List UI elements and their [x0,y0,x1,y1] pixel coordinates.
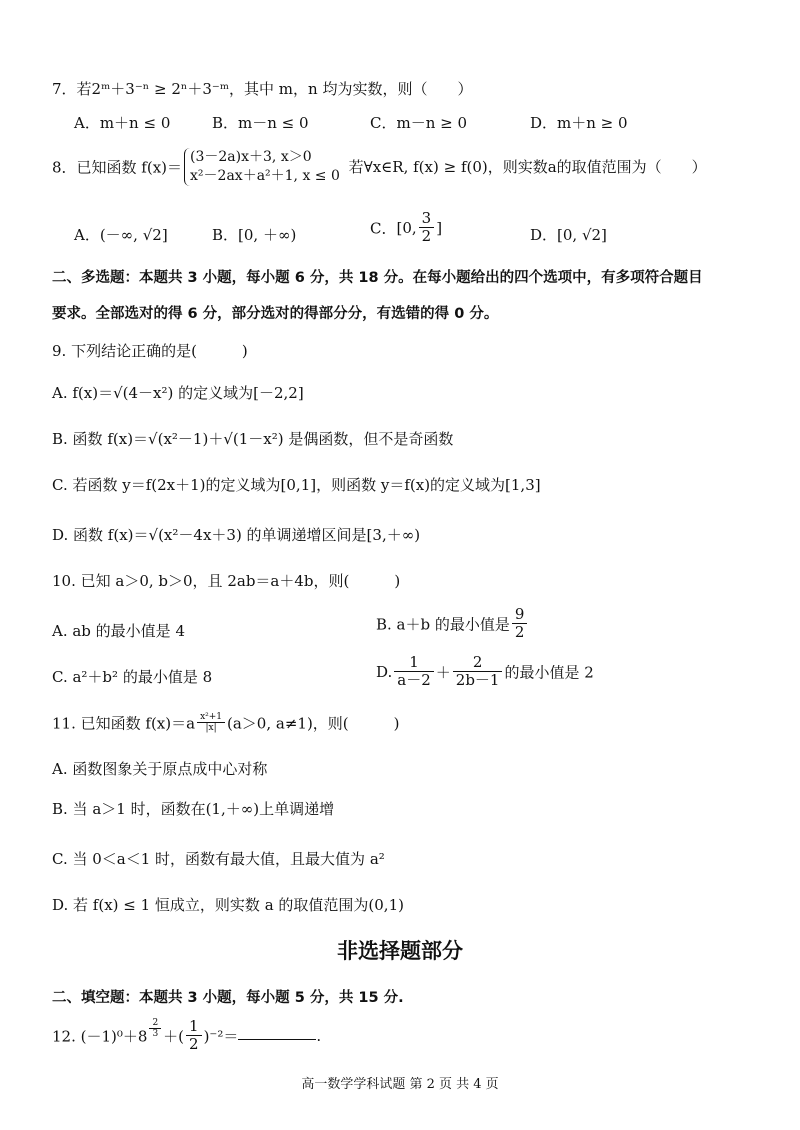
q11-exponent-numerator: x²+1 [197,712,225,723]
q12-exponent-numerator: 2 [149,1018,161,1029]
part-title: 非选择题部分 [337,939,463,963]
q10-option-b-denominator: 2 [514,623,525,642]
question-7-stem: 7．若2ᵐ＋3⁻ⁿ ≥ 2ⁿ＋3⁻ᵐ，其中 m，n 均为实数，则（ ） [52,80,473,98]
q8-option-c-numerator: 3 [419,210,435,228]
section-2-heading-line-2: 要求。全部选对的得 6 分，部分选对的得部分分，有选错的得 0 分。 [52,306,499,322]
q10-option-b [376,606,529,642]
question-8-stem [52,148,707,186]
q7-option-a: A．m＋n ≤ 0 [74,114,171,132]
q10-option-a: A. ab 的最小值是 4 [52,622,185,640]
q8-suffix: 若∀x∈R, f(x) ≥ f(0)，则实数a的取值范围为（ ） [348,158,707,177]
section-2-heading-line-1: 二、多选题：本题共 3 小题，每小题 6 分，共 18 分。在每小题给出的四个选项中，有多项符合题目 [52,270,703,286]
q12-fraction [186,1018,202,1054]
q8-case-1: (3－2a)x＋3, x＞0 [190,149,312,165]
q12-answer-blank[interactable] [238,1025,316,1040]
q8-case-2: x²－2ax＋a²＋1, x ≤ 0 [190,167,340,184]
section-3-heading: 二、填空题：本题共 3 小题，每小题 5 分，共 15 分. [52,990,404,1006]
q7-option-b: B．m－n ≤ 0 [212,114,309,132]
q10-option-b-fraction [512,606,528,642]
q10-option-d [376,654,594,690]
q11-stem-prefix: 11. 已知函数 f(x)＝a [52,714,196,733]
q10-option-d-plus: ＋ [435,663,451,682]
page-footer: 高一数学学科试题 第 2 页 共 4 页 [301,1077,499,1092]
q10-option-d-numerator-2: 2 [453,654,503,672]
q7-option-d: D．m＋n ≥ 0 [530,114,628,132]
q8-option-c-close: ] [436,218,443,237]
q9-option-b: B. 函数 f(x)＝√(x²－1)＋√(1－x²) 是偶函数，但不是奇函数 [52,430,454,448]
question-11-stem [52,712,400,734]
q12-numerator: 1 [186,1018,202,1036]
q12-period: . [316,1026,322,1045]
q12-prefix: 12. (－1)⁰＋8 [52,1027,148,1046]
q10-option-b-numerator: 9 [512,606,528,624]
question-9-stem: 9. 下列结论正确的是( ) [52,342,248,360]
q9-option-c: C. 若函数 y＝f(2x＋1)的定义域为[0,1]，则函数 y＝f(x)的定义域为[1,3] [52,476,541,494]
q12-open-paren: ＋( [163,1027,185,1046]
q10-option-b-text: B. a＋b 的最小值是 [376,615,510,634]
q11-exponent-denominator: |x| [205,723,217,734]
q8-option-b: B．[0, ＋∞) [212,226,297,244]
q8-option-c-denominator: 2 [421,227,432,246]
q8-option-c-label: C． [370,219,397,238]
q11-option-b: B. 当 a＞1 时，函数在(1,＋∞)上单调递增 [52,800,335,818]
question-12 [52,1018,321,1054]
q12-suffix: )⁻²＝ [203,1027,239,1046]
q11-exponent-fraction [197,712,225,734]
q10-option-d-fraction-1 [394,654,434,690]
q11-stem-suffix: (a＞0, a≠1)，则( ) [227,714,400,733]
q10-option-d-label: D. [376,662,393,681]
q9-option-d: D. 函数 f(x)＝√(x²－4x＋3) 的单调递增区间是[3,＋∞) [52,526,421,544]
q10-option-d-text: 的最小值是 2 [504,663,594,682]
q8-prefix: 8．已知函数 f(x)＝ [52,158,183,177]
q11-option-c: C. 当 0＜a＜1 时，函数有最大值，且最大值为 a² [52,850,385,868]
q11-option-a: A. 函数图象关于原点成中心对称 [52,760,268,778]
q11-option-d: D. 若 f(x) ≤ 1 恒成立，则实数 a 的取值范围为(0,1) [52,896,404,914]
q10-option-d-denominator-2: 2b－1 [455,671,500,690]
q10-option-d-fraction-2 [453,654,503,690]
q8-option-d: D．[0, √2] [530,226,607,244]
q8-option-c [370,210,442,246]
q9-option-a: A. f(x)＝√(4－x²) 的定义域为[－2,2] [52,384,304,402]
q7-option-c: C．m－n ≥ 0 [370,114,468,132]
q12-denominator: 2 [189,1035,199,1054]
q10-option-c: C. a²＋b² 的最小值是 8 [52,668,213,686]
question-10-stem: 10. 已知 a＞0, b＞0，且 2ab＝a＋4b，则( ) [52,572,401,590]
q8-option-a: A．(－∞, √2] [74,226,168,244]
q8-option-c-open: [0, [396,218,417,237]
q8-piecewise [184,148,340,186]
q12-exponent-denominator: 3 [152,1029,159,1040]
q12-exponent-fraction [149,1018,161,1040]
q10-option-d-numerator-1: 1 [394,654,434,672]
q10-option-d-denominator-1: a－2 [397,671,431,690]
q8-option-c-fraction [419,210,435,246]
